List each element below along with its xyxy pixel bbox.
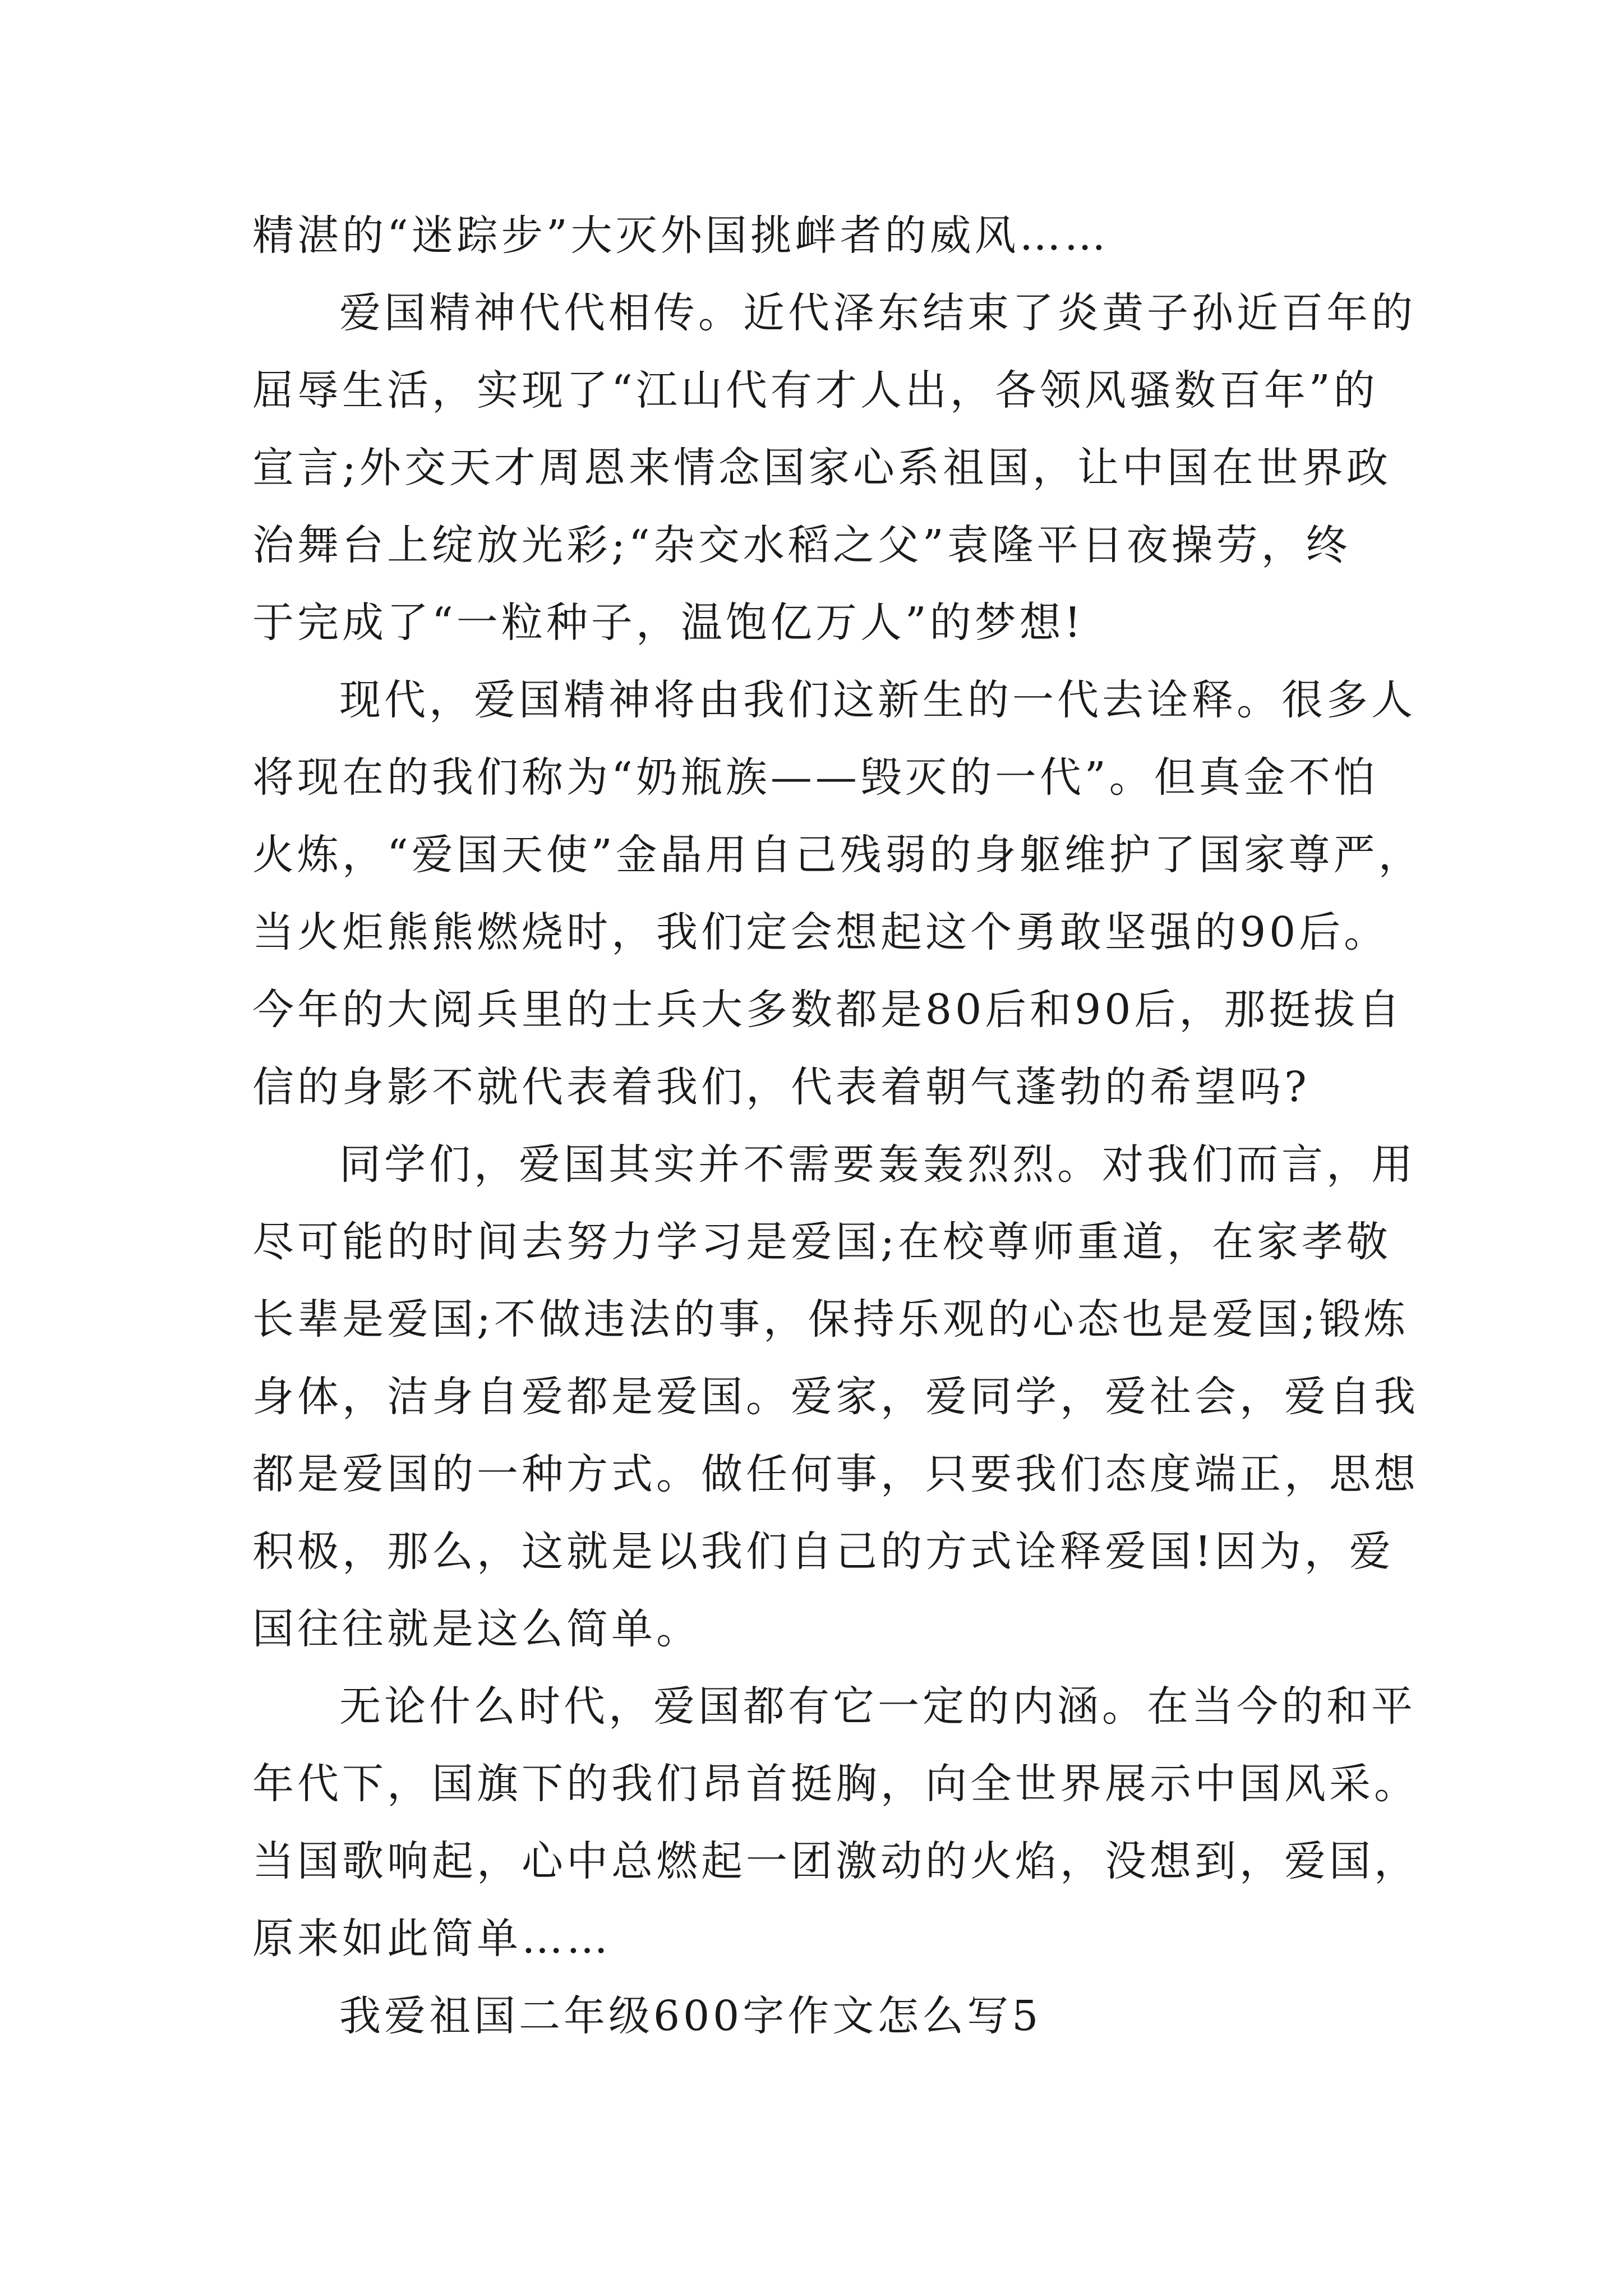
text-line: 爱国精神代代相传。近代泽东结束了炎黄子孙近百年的 — [339, 289, 1416, 337]
text-line: 年代下，国旗下的我们昂首挺胸，向全世界展示中国风采。 — [252, 1760, 1419, 1808]
text-line: 无论什么时代，爱国都有它一定的内涵。在当今的和平 — [339, 1682, 1416, 1731]
text-line: 尽可能的时间去努力学习是爱国;在校尊师重道，在家孝敬 — [252, 1218, 1391, 1266]
text-line: 原来如此简单…… — [252, 1915, 611, 1963]
text-line: 现代，爱国精神将由我们这新生的一代去诠释。很多人 — [339, 676, 1416, 724]
text-line: 同学们，爱国其实并不需要轰轰烈烈。对我们而言，用 — [339, 1140, 1416, 1189]
text-line: 身体，洁身自爱都是爱国。爱家，爱同学，爱社会，爱自我 — [252, 1373, 1419, 1421]
text-line: 精湛的“迷踪步”大灭外国挑衅者的威风…… — [252, 211, 1109, 260]
text-line: 信的身影不就代表着我们，代表着朝气蓬勃的希望吗? — [252, 1063, 1310, 1111]
text-line: 宣言;外交天才周恩来情念国家心系祖国，让中国在世界政 — [252, 444, 1391, 492]
text-line: 今年的大阅兵里的士兵大多数都是80后和90后，那挺拔自 — [252, 986, 1404, 1034]
section-heading: 我爱祖国二年级600字作文怎么写5 — [339, 1992, 1042, 2040]
text-line: 长辈是爱国;不做违法的事，保持乐观的心态也是爱国;锻炼 — [252, 1295, 1409, 1343]
text-line: 国往往就是这么简单。 — [252, 1605, 701, 1653]
text-line: 治舞台上绽放光彩;“杂交水稻之父”袁隆平日夜操劳，终 — [252, 521, 1351, 569]
text-line: 当国歌响起，心中总燃起一团激动的火焰，没想到，爱国， — [252, 1837, 1419, 1885]
text-line: 积极，那么，这就是以我们自己的方式诠释爱国!因为，爱 — [252, 1527, 1394, 1576]
text-line: 当火炬熊熊燃烧时，我们定会想起这个勇敢坚强的90后。 — [252, 908, 1389, 956]
text-line: 于完成了“一粒种子，温饱亿万人”的梦想! — [252, 599, 1085, 647]
text-line: 屈辱生活，实现了“江山代有才人出，各领风骚数百年”的 — [252, 366, 1378, 415]
text-line: 火炼，“爱国天使”金晶用自己残弱的身躯维护了国家尊严， — [252, 831, 1423, 879]
text-line: 都是爱国的一种方式。做任何事，只要我们态度端正，思想 — [252, 1450, 1419, 1498]
text-line: 将现在的我们称为“奶瓶族——毁灭的一代”。但真金不怕 — [252, 753, 1378, 802]
